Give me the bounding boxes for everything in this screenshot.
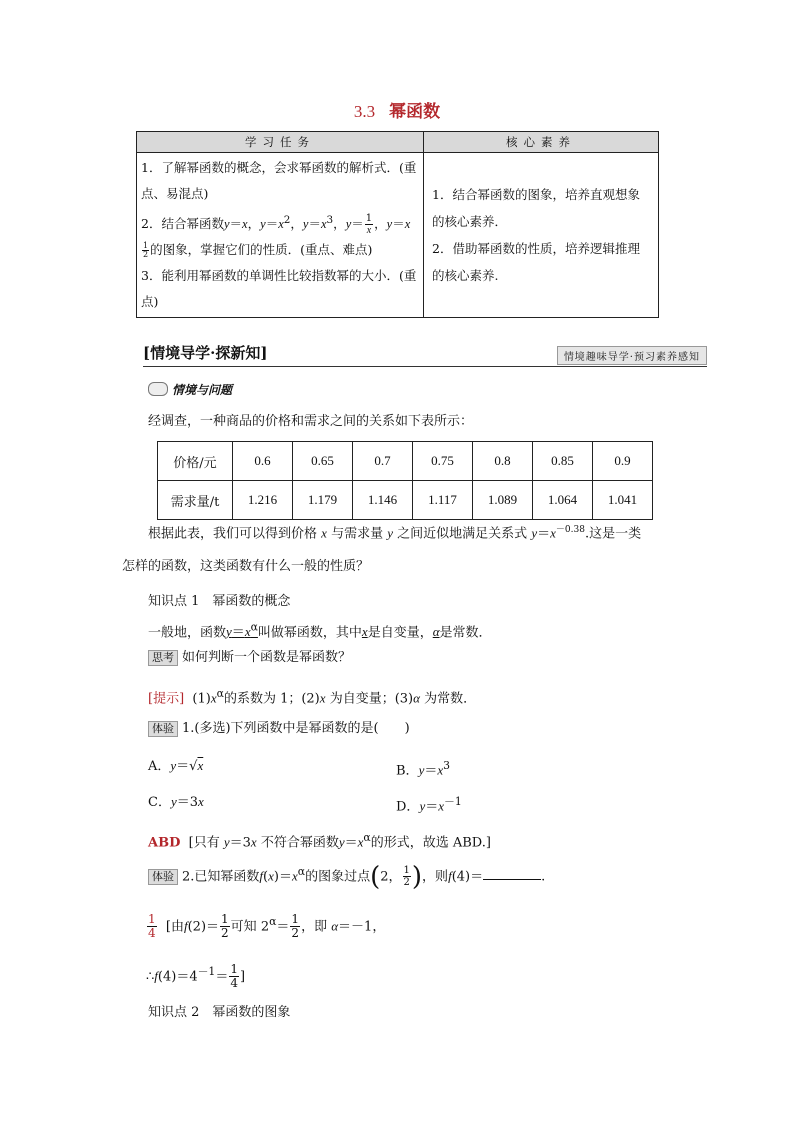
demand-row-label: 需求量/t (158, 481, 233, 520)
demand-cell: 1.179 (293, 481, 353, 520)
after-table-text: 根据此表，我们可以得到价格 x 与需求量 y 之间近似地满足关系式 $y=x^{-0.38}$.这是一类 (148, 525, 642, 542)
context-heading: 情境与问题 (148, 381, 232, 398)
demand-cell: 1.117 (413, 481, 473, 520)
section-heading: [情境导学·探新知] (143, 344, 268, 362)
option-b: B．$y=x^3$ (396, 759, 451, 779)
tasks-header-right: 核心素养 (424, 132, 659, 153)
think-question: 思考 如何判断一个函数是幂函数？ (148, 648, 351, 668)
tasks-header-left: 学习任务 (137, 132, 424, 153)
exercise-2: 体验 2.已知幂函数$f(x)=x^\alpha$的图象过点(2， $\frac{1}{2}$ )，则f(4)＝ . (148, 862, 545, 888)
section-number: 3.3 (353, 102, 376, 121)
answer-1-label: ABD (148, 835, 181, 851)
price-cell: 0.7 (353, 442, 413, 481)
knowledge-point-2: 知识点 2 幂函数的图象 (148, 1005, 291, 1020)
answer-1: ABD [只有 y＝3x 不符合幂函数$y=x^\alpha$的形式，故选 ABD.] (148, 831, 491, 851)
literacy-item-2: 2．借助幂函数的性质，培养逻辑推理的核心素养. (432, 241, 640, 284)
option-d: D．$y=x^{-1}$ (396, 795, 462, 815)
answer-2: $\frac{1}{4}$ [由f(2)＝ $\frac{1}{2}$ 可知 $2^\alpha=$ $\frac{1}{2}$ ，即 α＝－1， (148, 912, 386, 941)
intro-text: 经调查，一种商品的价格和需求之间的关系如下表所示： (148, 414, 474, 429)
page-title (0, 97, 794, 122)
tasks-table (136, 131, 659, 318)
section-tag: 情境趣味导学·预习素养感知 (557, 346, 707, 365)
demand-cell: 1.216 (233, 481, 293, 520)
demand-cell: 1.089 (473, 481, 533, 520)
price-cell: 0.9 (593, 442, 653, 481)
price-cell: 0.8 (473, 442, 533, 481)
after-table-text-line2: 怎样的函数，这类函数有什么一般的性质？ (122, 559, 370, 574)
task-item-1: 1．了解幂函数的概念，会求幂函数的解析式．(重点、易混点) (141, 160, 417, 201)
section-title: 幂函数 (389, 102, 441, 122)
task-item-2: 2．结合幂函数y＝x，$y=x^2$，$y=x^3$，y＝ $\frac{1}{x}$ ，y＝x (141, 213, 411, 237)
demand-cell: 1.146 (353, 481, 413, 520)
hint-label: [提示] (148, 691, 185, 707)
price-cell: 0.6 (233, 442, 293, 481)
answer-2-conclusion: $\therefore f(4)=4^{-1}=$ $\frac{1}{4}$ ] (146, 962, 246, 991)
answer-2-value: $\frac{1}{4}$ (148, 912, 156, 941)
price-row (158, 442, 653, 481)
section-bar (143, 342, 707, 367)
knowledge-point-1: 知识点 1 幂函数的概念 (148, 594, 291, 609)
option-c: C．y＝3x (148, 794, 204, 810)
hint-text: [提示] $(1)x^\alpha$的系数为 1；(2)x 为自变量；(3)α 为常数． (148, 687, 477, 707)
price-row-label: 价格/元 (158, 442, 233, 481)
price-demand-table (157, 441, 653, 520)
think-badge: 思考 (148, 650, 178, 666)
price-cell: 0.75 (413, 442, 473, 481)
task-item-3: 3．能利用幂函数的单调性比较指数幂的大小．(重点) (141, 268, 417, 310)
demand-row (158, 481, 653, 520)
price-cell: 0.65 (293, 442, 353, 481)
experience-badge: 体验 (148, 721, 178, 737)
demand-cell: 1.041 (593, 481, 653, 520)
demand-cell: 1.064 (533, 481, 593, 520)
tasks-right-cell (424, 153, 659, 318)
definition-text: 一般地，函数$y=x^\alpha$叫做幂函数，其中x是自变量，α是常数． (148, 621, 492, 641)
exercise-1: 体验 1.(多选)下列函数中是幂函数的是( ) (148, 719, 410, 739)
price-cell: 0.85 (533, 442, 593, 481)
option-a: A．y＝√x (148, 758, 204, 774)
literacy-item-1: 1．结合幂函数的图象，培养直观想象的核心素养． (432, 187, 640, 230)
context-icon (148, 382, 168, 396)
tasks-left-cell (137, 153, 424, 318)
task-item-2-cont: $\frac{1}{2}$ 的图象，掌握它们的性质．(重点、难点) (143, 241, 373, 260)
experience-badge: 体验 (148, 869, 178, 885)
answer-blank[interactable] (483, 867, 541, 880)
